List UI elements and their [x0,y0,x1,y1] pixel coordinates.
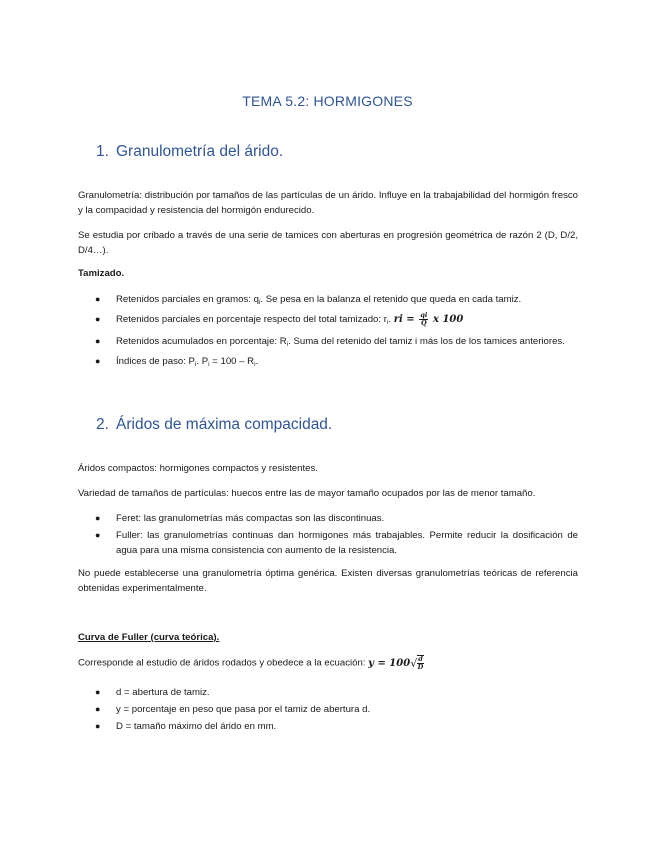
ri-formula: ri = $\frac{qi}{Q}$ x 100 [393,311,464,327]
list-item: ● Retenidos parciales en gramos: $q_i$. Se pesa en la balanza el retenido que queda en cada tamiz. [95,294,522,306]
section-2-title: Áridos de máxima compacidad. [116,416,333,433]
tamizado-heading: Tamizado. [78,268,125,279]
list-item: ● Retenidos acumulados en porcentaje: $R_i$. Suma del retenido del tamiz i más los de los tamices anteriores. [95,336,565,349]
bullet-icon: ● [95,294,101,304]
section-1-paragraph-1: Granulometría: distribución por tamaños de las partículas de un árido. Influye en la trabajabilidad del hormigón fresco y la compacidad y resistencia del hormigón endurecido. [78,190,578,216]
bullet-icon: ● [95,721,101,731]
fuller-paragraph: Corresponde al estudio de áridos rodados y obedece a la ecuación: y = 100√ $\frac{d}{D}$ [78,655,578,671]
section-2-paragraph-1: Áridos compactos: hormigones compactos y resistentes. [78,463,318,474]
tamizado-list [78,292,578,374]
section-2-heading [96,416,332,434]
list-item: ● D = tamaño máximo del árido en mm. [95,721,277,732]
bullet-icon: ● [95,513,101,523]
bullet-icon: ● [95,336,101,347]
bullet-icon: ● [95,704,101,714]
fuller-fraction: $\frac{d}{D}$ [417,655,424,671]
bullet-icon: ● [95,356,101,367]
list-item: ● Fuller: las granulometrías continuas dan hormigones más trabajables. Permite reducir la dosificación de agua para una misma consistencia con aumento de la resistencia. [95,530,578,556]
section-1-number: 1. [96,143,109,160]
section-2-number: 2. [96,416,109,433]
bullet-icon: ● [95,314,101,324]
list-item: ● Retenidos parciales en porcentaje respecto del total tamizado: $r_i$. ri = $\frac{qi}{Q}$ x 100 [95,311,464,327]
section-2-paragraph-2: Variedad de tamaños de partículas: huecos entre las de mayor tamaño ocupados por las de menor tamaño. [78,488,536,499]
fuller-variables-list [78,685,578,736]
section-2-paragraph-3: No puede establecerse una granulometría óptima genérica. Existen diversas granulometrías teóricas de referencia obtenidas experimentalmente. [78,568,578,594]
list-item: ● Índices de paso: $P_i$. $P_i = 100 - R_i$. [95,356,259,369]
sqrt-icon: √ [410,656,418,670]
list-item: ● Feret: las granulometrías más compactas son las discontinuas. [95,513,385,524]
fuller-heading: Curva de Fuller (curva teórica). [78,632,220,643]
bullet-icon: ● [95,530,101,540]
section-1-paragraph-2: Se estudia por cribado a través de una serie de tamices con aberturas en progresión geométrica de razón 2 (D, D/2, D/4…). [78,230,578,256]
ri-fraction: $\frac{qi}{Q}$ [420,311,428,327]
section-1-title: Granulometría del árido. [116,143,284,160]
page-title: TEMA 5.2: HORMIGONES [242,93,413,109]
compacidad-list [78,511,578,560]
bullet-icon: ● [95,687,101,697]
section-1-heading [96,143,283,161]
list-item: ● y = porcentaje en peso que pasa por el tamiz de abertura d. [95,704,371,715]
fuller-equation: y = 100√ $\frac{d}{D}$ [368,655,424,671]
list-item: ● d = abertura de tamiz. [95,687,210,698]
